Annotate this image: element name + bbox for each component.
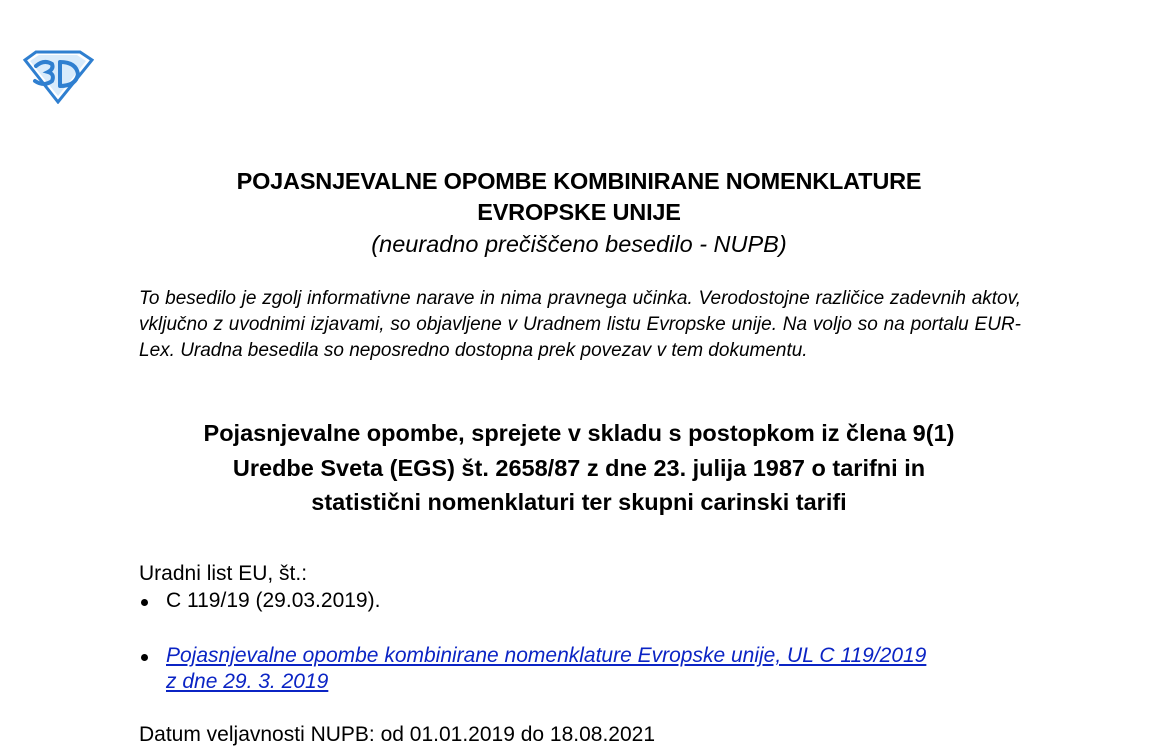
link-line-2: z dne 29. 3. 2019 [166, 670, 329, 693]
title-line-1: POJASNJEVALNE OPOMBE KOMBINIRANE NOMENKLATURE [236, 168, 922, 194]
validity-date: Datum veljavnosti NUPB: od 01.01.2019 do 18.08.2021 [139, 723, 656, 746]
title-line-2: EVROPSKE UNIJE [477, 199, 681, 225]
bullet-icon [141, 599, 148, 606]
official-journal-label: Uradni list EU, št.: [139, 562, 308, 585]
heading-line-2: Uredbe Sveta (EGS) št. 2658/87 z dne 23. julija 1987 o tarifni in [232, 454, 926, 481]
disclaimer-paragraph: To besedilo je zgolj informativne narave in nima pravnega učinka. Verodostojne različice zadevnih aktov, vključno z uvodnimi izjavami, so objavljene v Uradnem listu Evropske unije. Na voljo so na portalu EUR-Lex. Uradna besedila so neposredno dostopna prek povezav v tem dokumentu. [139, 288, 1021, 361]
document-title [0, 166, 1158, 228]
link-line-1: Pojasnjevalne opombe kombinirane nomenklature Evropske unije, UL C 119/2019 [166, 644, 927, 667]
list-item-text: C 119/19 (29.03.2019). [166, 589, 381, 612]
explanatory-notes-link[interactable] [166, 644, 926, 693]
logo [22, 50, 94, 104]
official-journal-list [139, 588, 1039, 614]
list-item [139, 643, 1039, 695]
heading-line-1: Pojasnjevalne opombe, sprejete v skladu s postopkom iz člena 9(1) [203, 420, 955, 446]
heading-line-3: statistični nomenklaturi ter skupni carinski tarifi [311, 489, 847, 515]
links-list [139, 643, 1039, 695]
bullet-icon [141, 654, 148, 661]
list-item [139, 588, 1039, 614]
document-subtitle: (neuradno prečiščeno besedilo - NUPB) [371, 231, 787, 257]
shield-logo-icon [22, 50, 94, 104]
section-heading [0, 416, 1158, 520]
